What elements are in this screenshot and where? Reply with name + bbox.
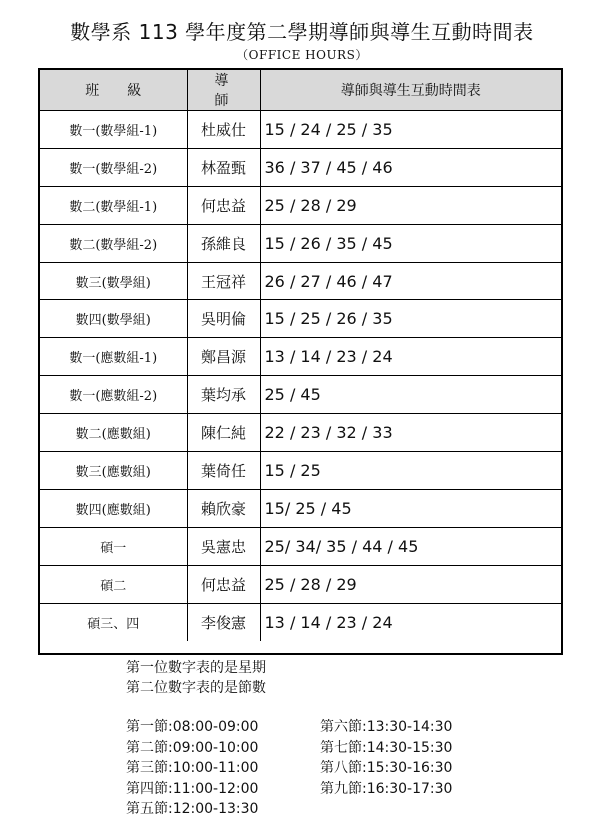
table-header-row xyxy=(40,70,561,111)
period-item: 第二節:09:00-10:00 xyxy=(126,739,259,756)
class-cell: 碩二 xyxy=(40,565,187,603)
period-item: 第四節:11:00-12:00 xyxy=(126,780,259,797)
hours-cell: 36 / 37 / 45 / 46 xyxy=(260,148,561,186)
period-item: 第七節:14:30-15:30 xyxy=(320,739,453,756)
teacher-cell: 賴欣豪 xyxy=(187,489,260,527)
period-item: 第一節:08:00-09:00 xyxy=(126,719,259,735)
class-cell: 數三(應數組) xyxy=(40,452,187,490)
hours-cell: 13 / 14 / 23 / 24 xyxy=(260,603,561,641)
teacher-cell: 葉倚任 xyxy=(187,452,260,490)
hours-cell: 15 / 24 / 25 / 35 xyxy=(260,111,561,149)
table-row xyxy=(40,603,561,641)
class-cell: 數一(應數組-2) xyxy=(40,376,187,414)
header-teacher: 導師 xyxy=(187,70,260,111)
table-row xyxy=(40,338,561,376)
hours-cell: 15 / 26 / 35 / 45 xyxy=(260,224,561,262)
table-row xyxy=(40,489,561,527)
period-list-left xyxy=(126,717,258,820)
hours-cell: 26 / 27 / 46 / 47 xyxy=(260,262,561,300)
office-hours-table xyxy=(38,68,563,655)
table-row xyxy=(40,414,561,452)
hours-cell: 25/ 34/ 35 / 44 / 45 xyxy=(260,527,561,565)
teacher-cell: 吳明倫 xyxy=(187,300,260,338)
teacher-cell: 林盈甄 xyxy=(187,148,260,186)
table-row xyxy=(40,527,561,565)
page-title: 數學系 113 學年度第二學期導師與導生互動時間表 xyxy=(70,20,534,44)
period-list-right xyxy=(320,717,452,799)
legend-notes xyxy=(126,658,266,698)
hours-cell: 25 / 28 / 29 xyxy=(260,186,561,224)
page-subtitle: （OFFICE HOURS） xyxy=(236,48,368,62)
class-cell: 數四(數學組) xyxy=(40,300,187,338)
hours-cell: 25 / 45 xyxy=(260,376,561,414)
hours-cell: 15/ 25 / 45 xyxy=(260,489,561,527)
class-cell: 碩三、四 xyxy=(40,603,187,641)
teacher-cell: 杜威仕 xyxy=(187,111,260,149)
table-row xyxy=(40,300,561,338)
period-item: 第八節:15:30-16:30 xyxy=(320,760,453,776)
class-cell: 數一(數學組-2) xyxy=(40,148,187,186)
teacher-cell: 李俊憲 xyxy=(187,603,260,641)
table-row xyxy=(40,186,561,224)
table-row xyxy=(40,148,561,186)
period-item: 第六節:13:30-14:30 xyxy=(320,719,453,735)
header-class: 班級 xyxy=(40,70,187,111)
teacher-cell: 鄭昌源 xyxy=(187,338,260,376)
class-cell: 數一(數學組-1) xyxy=(40,111,187,149)
note-period: 第二位數字表的是節數 xyxy=(126,680,266,696)
table-row xyxy=(40,262,561,300)
period-item: 第三節:10:00-11:00 xyxy=(126,760,259,776)
teacher-cell: 孫維良 xyxy=(187,224,260,262)
note-weekday: 第一位數字表的是星期 xyxy=(126,660,266,676)
class-cell: 碩一 xyxy=(40,527,187,565)
class-cell: 數四(應數組) xyxy=(40,489,187,527)
hours-cell: 13 / 14 / 23 / 24 xyxy=(260,338,561,376)
hours-cell: 15 / 25 / 26 / 35 xyxy=(260,300,561,338)
teacher-cell: 葉均承 xyxy=(187,376,260,414)
teacher-cell: 何忠益 xyxy=(187,565,260,603)
hours-cell: 25 / 28 / 29 xyxy=(260,565,561,603)
class-cell: 數一(應數組-1) xyxy=(40,338,187,376)
header-hours: 導師與導生互動時間表 xyxy=(260,70,561,111)
teacher-cell: 王冠祥 xyxy=(187,262,260,300)
teacher-cell: 何忠益 xyxy=(187,186,260,224)
class-cell: 數二(數學組-2) xyxy=(40,224,187,262)
hours-cell: 22 / 23 / 32 / 33 xyxy=(260,414,561,452)
class-cell: 數二(應數組) xyxy=(40,414,187,452)
class-cell: 數三(數學組) xyxy=(40,262,187,300)
table-row xyxy=(40,376,561,414)
period-item: 第九節:16:30-17:30 xyxy=(320,780,453,797)
table-row xyxy=(40,565,561,603)
class-cell: 數二(數學組-1) xyxy=(40,186,187,224)
table-row xyxy=(40,224,561,262)
table-row xyxy=(40,452,561,490)
hours-cell: 15 / 25 xyxy=(260,452,561,490)
period-item: 第五節:12:00-13:30 xyxy=(126,801,259,817)
teacher-cell: 陳仁純 xyxy=(187,414,260,452)
table-row xyxy=(40,111,561,149)
teacher-cell: 吳憲忠 xyxy=(187,527,260,565)
